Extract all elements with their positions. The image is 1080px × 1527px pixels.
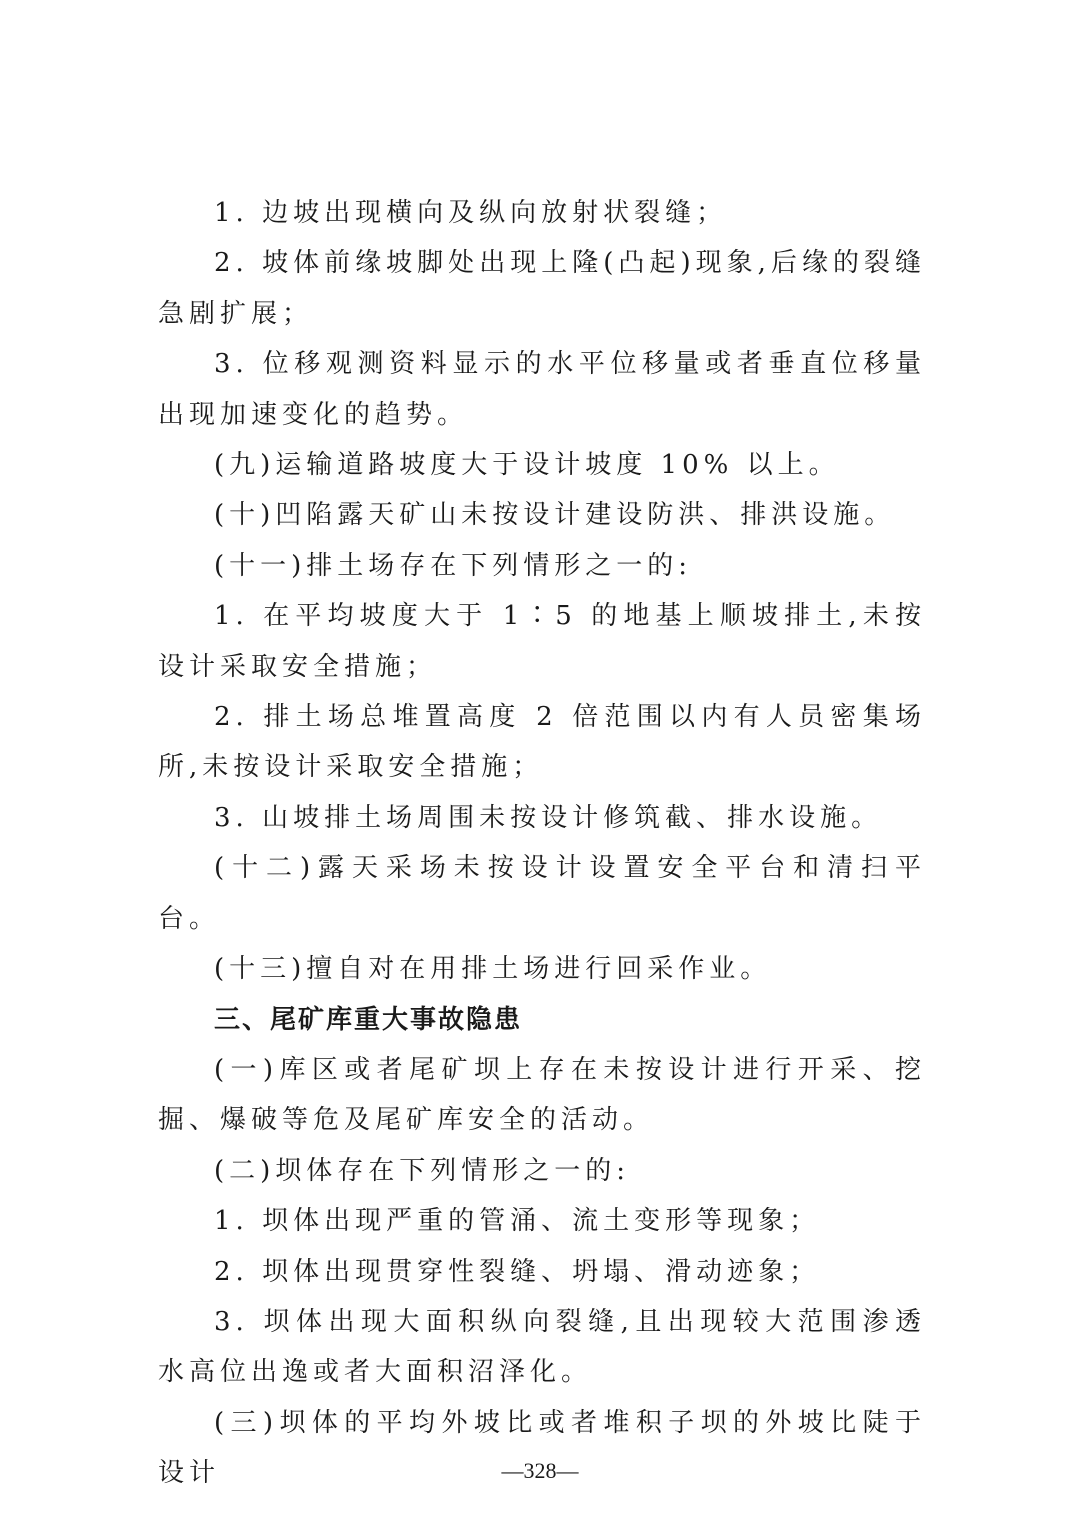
paragraph-item-11-1: 1. 在平均坡度大于 1∶5 的地基上顺坡排土,未按设计采取安全措施； [158,601,926,682]
section-heading-tailings: 三、尾矿库重大事故隐患 [214,1004,523,1035]
paragraph-tailings-item-3: (三)坝体的平均外坡比或者堆积子坝的外坡比陡于设计 [158,1407,926,1489]
paragraph-item-9: (九)运输道路坡度大于设计坡度 10% 以上。 [214,450,840,481]
paragraph-item-11-3: 3. 山坡排土场周围未按设计修筑截、排水设施。 [214,802,883,833]
document-body [158,188,926,1499]
paragraph-tailings-item-2-2: 2. 坝体出现贯穿性裂缝、坍塌、滑动迹象； [214,1256,821,1287]
page-number: —328— [501,1458,579,1483]
paragraph-slope-uplift: 2. 坡体前缘坡脚处出现上隆(凸起)现象,后缘的裂缝急剧扩展； [158,248,926,329]
paragraph-tailings-item-1: (一)库区或者尾矿坝上存在未按设计进行开采、挖掘、爆破等危及尾矿库安全的活动。 [158,1054,926,1136]
paragraph-displacement-trend: 3. 位移观测资料显示的水平位移量或者垂直位移量出现加速变化的趋势。 [158,349,926,430]
paragraph-tailings-item-2-3: 3. 坝体出现大面积纵向裂缝,且出现较大范围渗透水高位出逸或者大面积沼泽化。 [158,1306,926,1388]
paragraph-item-11: (十一)排土场存在下列情形之一的: [214,550,693,581]
paragraph-item-11-2: 2. 排土场总堆置高度 2 倍范围以内有人员密集场所,未按设计采取安全措施； [158,702,926,783]
paragraph-slope-cracks: 1. 边坡出现横向及纵向放射状裂缝； [214,198,728,228]
paragraph-item-12: (十二)露天采场未按设计设置安全平台和清扫平台。 [158,853,926,934]
paragraph-tailings-item-2-1: 1. 坝体出现严重的管涌、流土变形等现象； [214,1206,821,1237]
paragraph-item-10: (十)凹陷露天矿山未按设计建设防洪、排洪设施。 [214,500,896,531]
paragraph-item-13: (十三)擅自对在用排土场进行回采作业。 [214,954,772,985]
paragraph-tailings-item-2: (二)坝体存在下列情形之一的: [214,1155,631,1186]
